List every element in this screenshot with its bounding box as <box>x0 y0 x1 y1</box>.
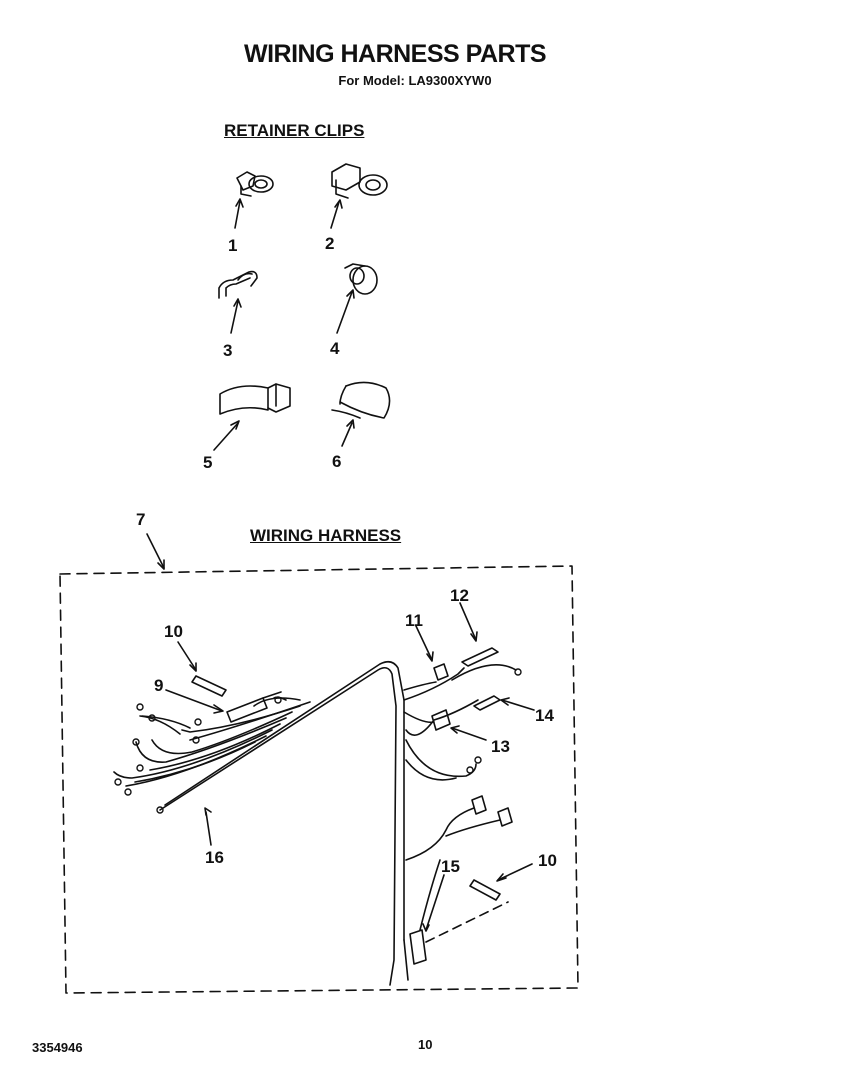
harness-boundary-box <box>60 566 578 993</box>
callout-1: 1 <box>228 236 238 255</box>
callout-12: 12 <box>450 586 469 605</box>
callout-10-bottom: 10 <box>538 851 557 870</box>
retainer-clip-1-drawing <box>237 172 273 196</box>
callout-7: 7 <box>136 510 146 529</box>
wiring-harness-heading: WIRING HARNESS <box>250 526 402 545</box>
callout-16: 16 <box>205 848 224 867</box>
retainer-clip-6-drawing <box>332 382 390 418</box>
callout-15: 15 <box>441 857 460 876</box>
callout-10-top: 10 <box>164 622 183 641</box>
retainer-clips-heading: RETAINER CLIPS <box>224 121 365 140</box>
model-subtitle: For Model: LA9300XYW0 <box>338 73 492 88</box>
callout-13: 13 <box>491 737 510 756</box>
retainer-clip-3-drawing <box>219 272 257 298</box>
callout-11: 11 <box>405 611 423 630</box>
callout-3: 3 <box>223 341 233 360</box>
retainer-clip-2-drawing <box>332 164 387 198</box>
callout-14: 14 <box>535 706 554 725</box>
page-title: WIRING HARNESS PARTS <box>243 40 547 68</box>
callout-2: 2 <box>325 234 335 253</box>
callout-5: 5 <box>203 453 213 472</box>
harness-wires-right <box>404 665 516 930</box>
harness-wires-left <box>114 697 310 786</box>
part-number: 3354946 <box>32 1040 83 1055</box>
retainer-clip-5-drawing <box>220 384 290 414</box>
retainer-clip-4-drawing <box>345 264 377 294</box>
callout-4: 4 <box>330 339 340 358</box>
callout-6: 6 <box>332 452 342 471</box>
callout-9: 9 <box>154 676 164 695</box>
page-number: 10 <box>418 1037 433 1052</box>
